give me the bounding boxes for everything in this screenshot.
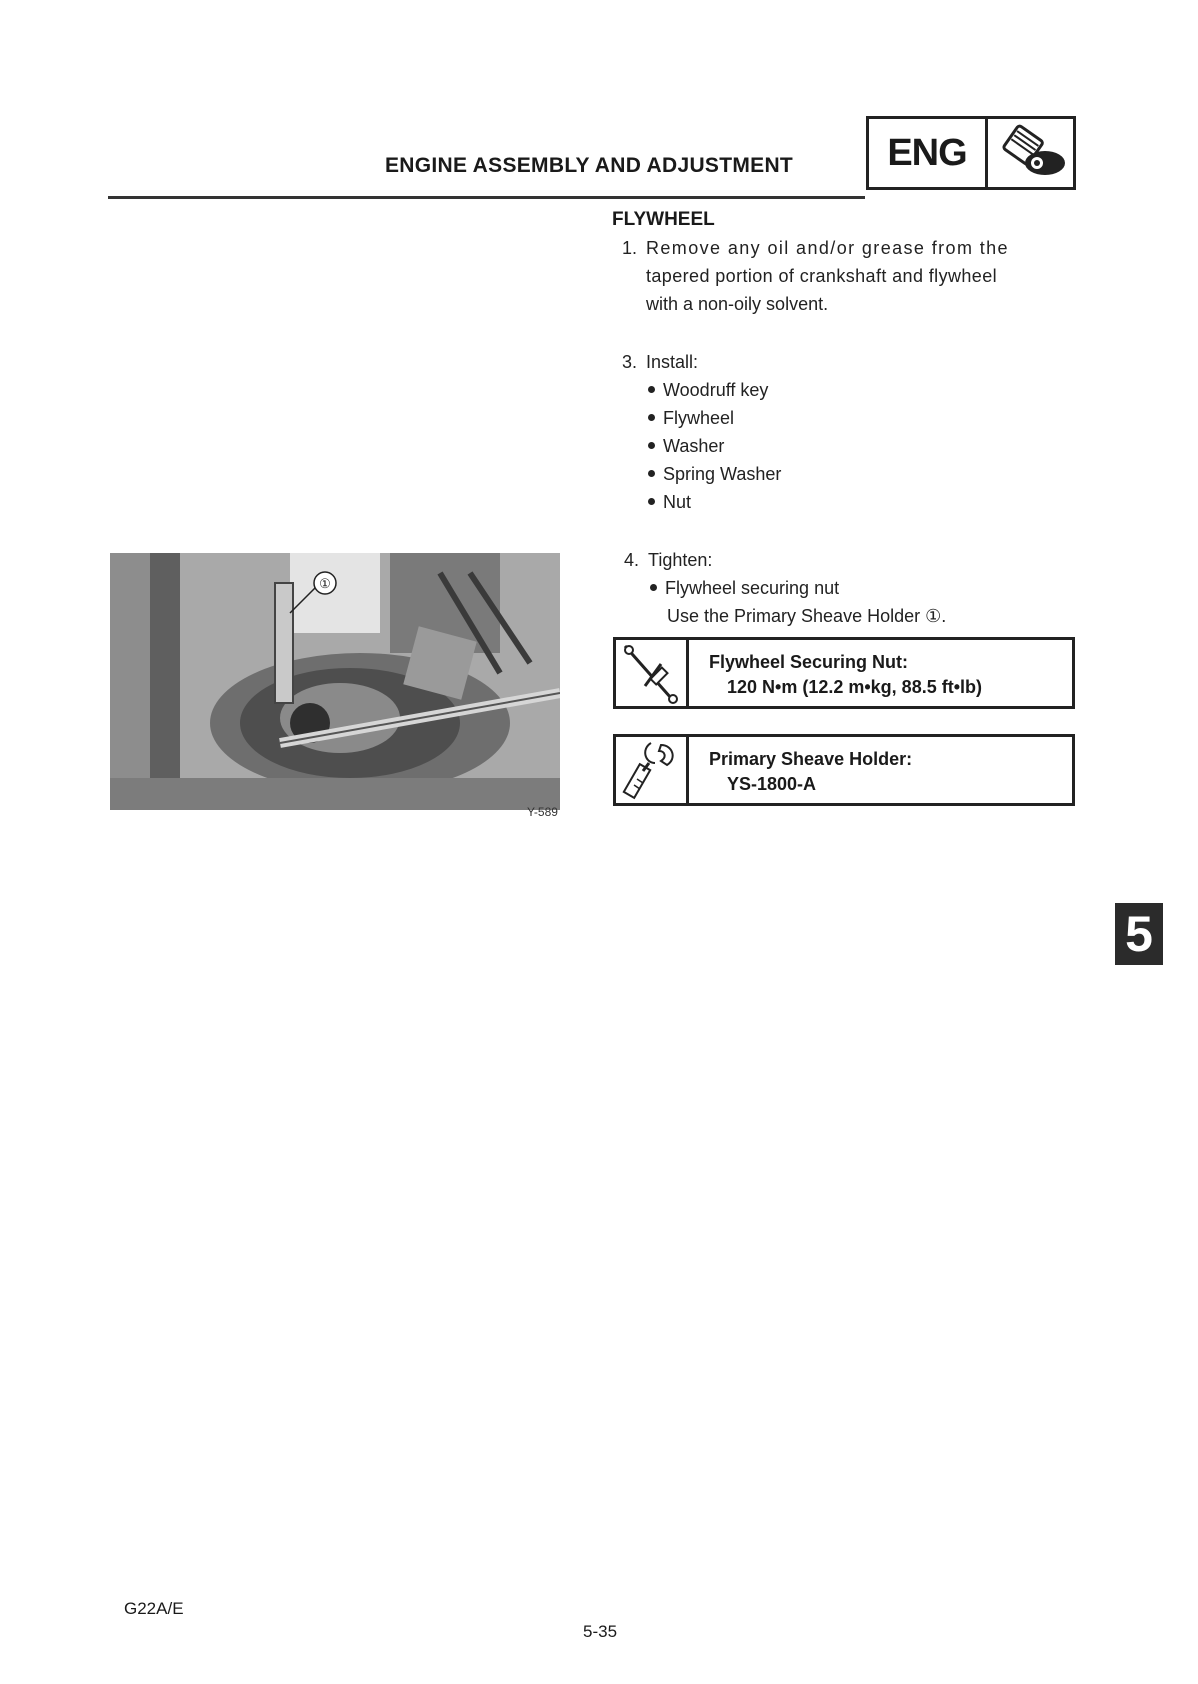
step-text-line: with a non-oily solvent. [646, 294, 829, 314]
section-badge-label: ENG [869, 119, 988, 187]
torque-spec-label: Flywheel Securing Nut: [709, 652, 909, 672]
sheave-holder-tool-icon [616, 737, 689, 803]
list-item [648, 460, 781, 488]
step-text-line: Install: [646, 352, 699, 372]
chapter-tab: 5 [1115, 903, 1163, 965]
bullet-icon [648, 470, 655, 477]
tool-spec-text [689, 737, 912, 803]
section-heading: FLYWHEEL [612, 209, 715, 230]
tool-spec-value: YS-1800-A [727, 774, 817, 794]
list-item-label: Woodruff key [663, 380, 769, 400]
bullet-icon [648, 442, 655, 449]
list-item [648, 432, 781, 460]
figure-code: Y-589 [527, 805, 558, 819]
step-number: 4. [624, 550, 640, 570]
page-number: 5-35 [583, 1622, 618, 1641]
torque-spec-value: 120 N•m (12.2 m•kg, 88.5 ft•lb) [727, 677, 982, 697]
torque-spec-text [689, 640, 982, 706]
list-item-label: Nut [663, 492, 692, 512]
list-item-label: Flywheel securing nut [665, 578, 840, 598]
bullet-icon [648, 498, 655, 505]
install-bullet-list [648, 376, 781, 516]
list-item [648, 404, 781, 432]
bullet-icon [648, 386, 655, 393]
step-4 [624, 546, 1074, 576]
step-number: 1. [622, 238, 638, 258]
tool-spec-box [613, 734, 1075, 806]
step-text-line: Remove any oil and/or grease from the [646, 238, 1009, 258]
torque-spec-box [613, 637, 1075, 709]
step-text-line: Tighten: [648, 550, 713, 570]
torque-wrench-icon [616, 640, 689, 706]
engine-piston-icon [988, 119, 1073, 187]
tighten-bullet-list [650, 574, 946, 630]
bullet-icon [650, 584, 657, 591]
list-item [648, 488, 781, 516]
section-badge [866, 116, 1076, 190]
list-item-label: Flywheel [663, 408, 735, 428]
tool-spec-label: Primary Sheave Holder: [709, 749, 913, 769]
list-item-label: Spring Washer [663, 464, 782, 484]
page-header-title: ENGINE ASSEMBLY AND ADJUSTMENT [385, 154, 794, 177]
footer-model: G22A/E [124, 1599, 184, 1618]
step-note: Use the Primary Sheave Holder ①. [667, 606, 947, 626]
flywheel-photo [110, 553, 560, 810]
list-item [648, 376, 781, 404]
bullet-icon [648, 414, 655, 421]
photo-callout: ① [319, 576, 331, 591]
step-text-line: tapered portion of crankshaft and flywheel [646, 266, 998, 286]
list-item [650, 574, 946, 602]
step-3 [622, 348, 1072, 378]
list-item-label: Washer [663, 436, 725, 456]
step-1 [622, 234, 1072, 324]
header-rule [108, 196, 865, 199]
step-number: 3. [622, 352, 638, 372]
